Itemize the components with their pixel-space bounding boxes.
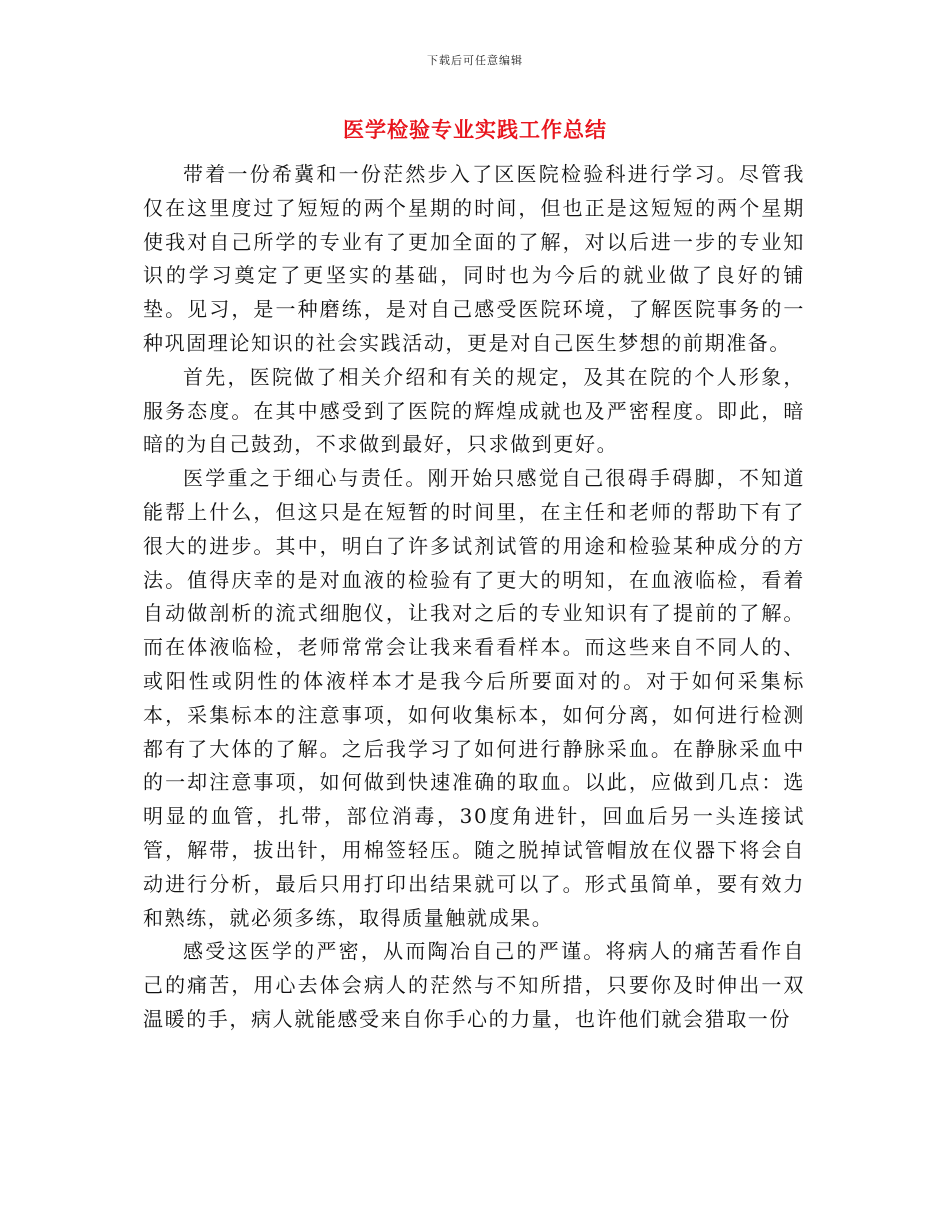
paragraph-3: 医学重之于细心与责任。刚开始只感觉自己很碍手碍脚，不知道能帮上什么，但这只是在短暂的时间里，在主任和老师的帮助下有了很大的进步。其中，明白了许多试剂试管的用途和检验某种成分的方法。值得庆幸的是对血液的检验有了更大的明知，在血液临检，看着自动做剖析的流式细胞仪，让我对之后的专业知识有了提前的了解。而在体液临检，老师常常会让我来看看样本。而这些来自不同人的、或阳性或阴性的体液样本才是我今后所要面对的。对于如何采集标本，采集标本的注意事项，如何收集标本，如何分离，如何进行检测都有了大体的了解。之后我学习了如何进行静脉采血。在静脉采血中的一却注意事项，如何做到快速准确的取血。以此，应做到几点：选明显的血管，扎带，部位消毒，30度角进针，回血后另一头连接试管，解带，拔出针，用棉签轻压。随之脱掉试管帽放在仪器下将会自动进行分析，最后只用打印出结果就可以了。形式虽简单，要有效力和熟练，就必须多练，取得质量触就成果。 xyxy=(143,466,805,930)
paragraph-2: 首先，医院做了相关介绍和有关的规定，及其在院的个人形象，服务态度。在其中感受到了医院的辉煌成就也及严密程度。即此，暗暗的为自己鼓劲，不求做到最好，只求做到更好。 xyxy=(143,364,805,457)
document-body xyxy=(143,158,805,1037)
header-note: 下载后可任意编辑 xyxy=(427,54,523,67)
paragraph-1: 带着一份希冀和一份茫然步入了区医院检验科进行学习。尽管我仅在这里度过了短短的两个星期的时间，但也正是这短短的两个星期使我对自己所学的专业有了更加全面的了解，对以后进一步的专业知识的学习奠定了更坚实的基础，同时也为今后的就业做了良好的铺垫。见习，是一种磨练，是对自己感受医院环境，了解医院事务的一种巩固理论知识的社会实践活动，更是对自己医生梦想的前期准备。 xyxy=(143,162,805,355)
document-title: 医学检验专业实践工作总结 xyxy=(343,117,607,142)
paragraph-4: 感受这医学的严密，从而陶冶自己的严谨。将病人的痛苦看作自己的痛苦，用心去体会病人的茫然与不知所措，只要你及时伸出一双温暖的手，病人就能感受来自你手心的力量，也许他们就会猎取一份 xyxy=(143,939,805,1031)
